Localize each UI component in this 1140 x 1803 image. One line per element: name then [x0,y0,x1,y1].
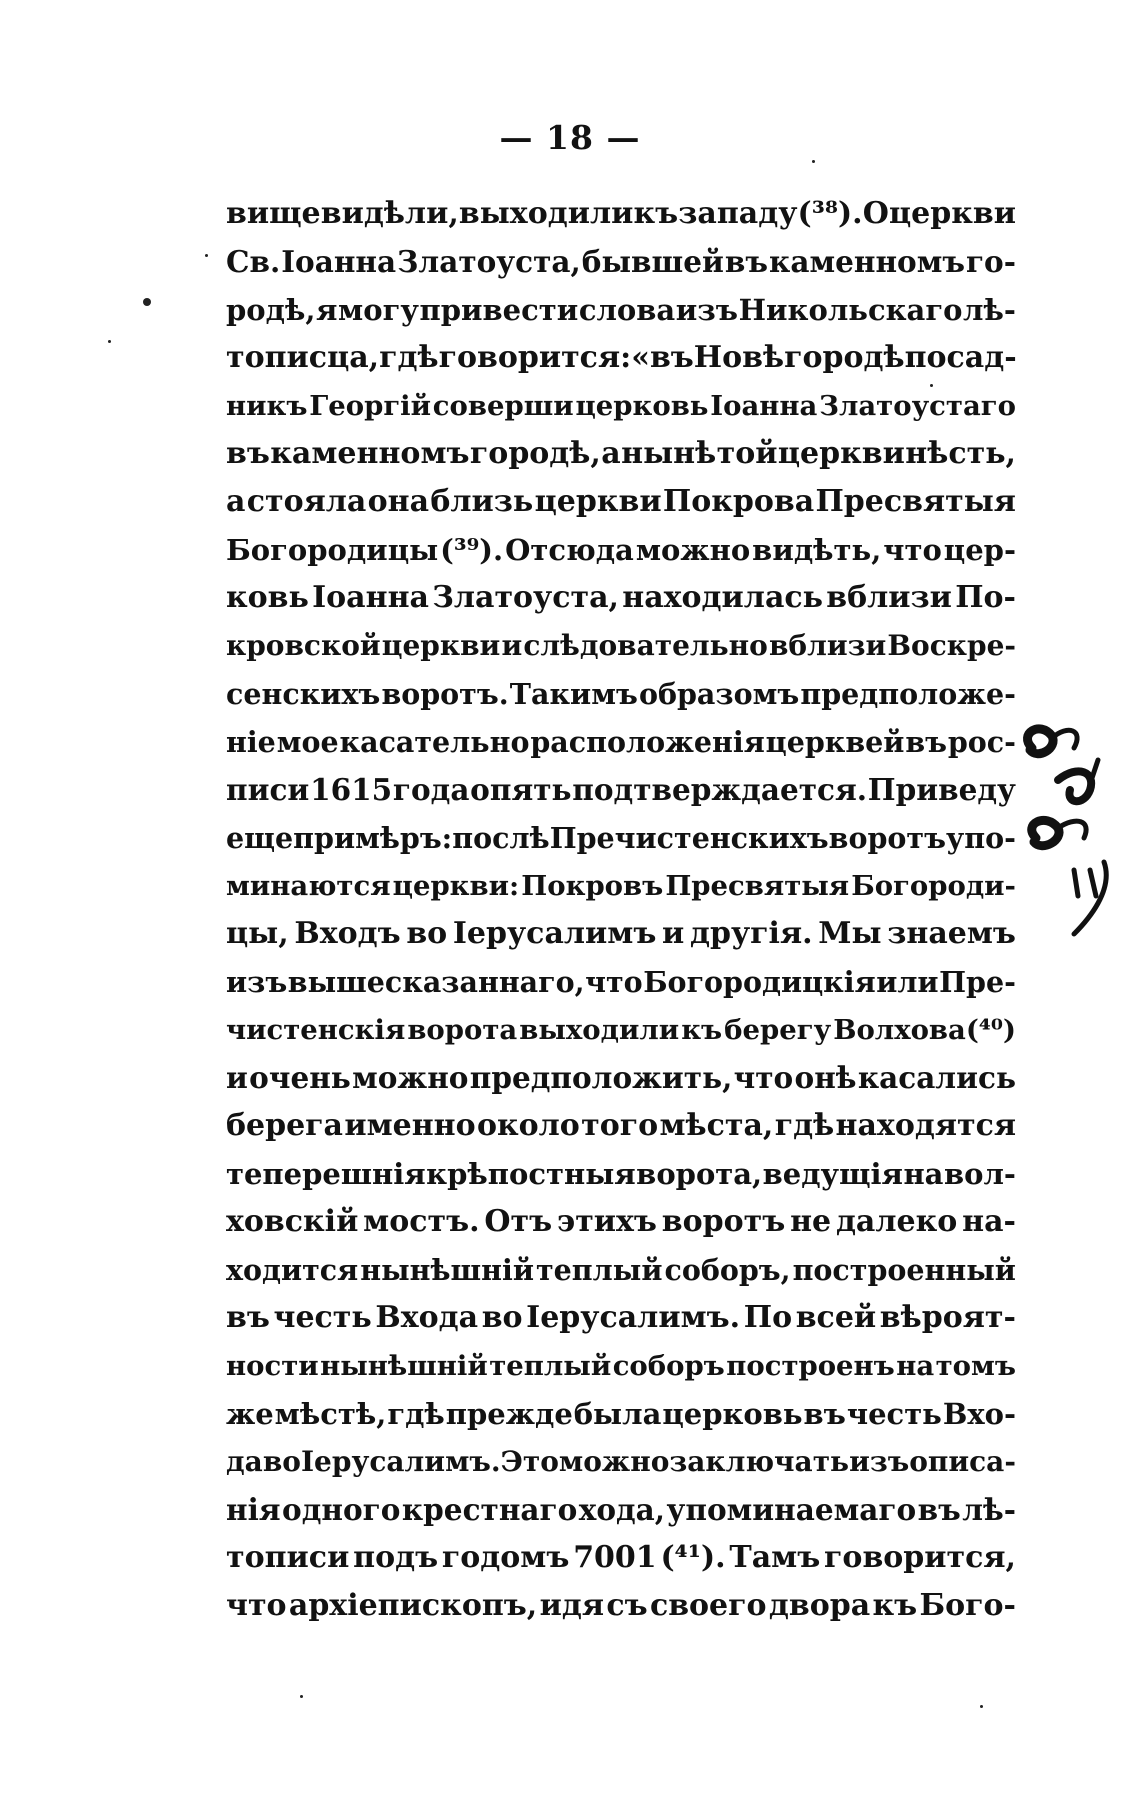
text-line: цы, Входъ во Іерусалимъ и другія. Мы знаемъ [226,916,1016,951]
text-line: Богородицы (³⁹). Отсюда можно видѣть, что цер- [226,533,1016,567]
ink-speck [205,254,208,257]
text-line: кровской церкви и слѣдовательно вблизи Воскре- [226,629,1016,662]
text-line: въ каменномъ городѣ, а нынѣ той церкви нѣсть, [226,436,1016,471]
text-line: ніе мое касательно расположенія церквей въ рос- [226,725,1016,759]
text-line: писи 1615 года опять подтверждается. Приведу [226,772,1016,807]
text-line: родѣ, я могу привести слова изъ Никольскаго лѣ- [226,293,1016,327]
text-line: ховскій мостъ. Отъ этихъ воротъ не далеко на- [226,1204,1016,1239]
ink-speck [300,1695,303,1698]
text-line: ковь Іоанна Златоуста, находилась вблизи По- [226,580,1016,615]
text-line: да во Іерусалимъ. Это можно заключать изъ описа- [226,1445,1016,1478]
text-line: минаются церкви: Покровъ Пресвятыя Богороди- [226,870,1016,902]
ink-speck [812,160,815,163]
text-line: ходится нынѣшній теплый соборъ, построенный [226,1253,1016,1287]
text-line: Св. Іоанна Златоуста, бывшей въ каменномъ го- [226,244,1016,279]
text-line: нія одного крестнаго хода, упоминаемаго въ лѣ- [226,1492,1016,1527]
text-line: а стояла она близь церкви Покрова Пресвятыя [226,484,1016,519]
text-line: тописи подъ годомъ 7001 (⁴¹). Тамъ говорится, [226,1540,1016,1575]
text-line: теперешнія крѣпостныя ворота, ведущія на вол- [226,1157,1016,1191]
ink-speck [143,298,151,306]
text-line: чистенскія ворота выходили къ берегу Волхова(⁴⁰) [226,1014,1016,1046]
text-line: тописца, гдѣ говорится: «въ Новѣгородѣ посад- [226,340,1017,375]
body-text [226,190,1016,1630]
ink-speck [980,1705,983,1708]
text-line: никъ Георгій соверши церковь Іоанна Златоустаго [226,390,1016,422]
text-line: изъ вышесказаннаго, что Богородицкія или Пре- [226,965,1016,999]
text-line: и очень можно предположить, что онѣ касались [226,1060,1016,1095]
text-line: еще примѣръ: послѣ Пречистенскихъ воротъ упо- [226,821,1016,855]
handwritten-margin-note [1018,720,1128,960]
text-line: вище видѣли, выходили къ западу (³⁸). О церкви [226,196,1016,231]
text-line: въ честь Входа во Іерусалимъ. По всей вѣроят- [226,1300,1016,1335]
text-line: что архіепископъ, идя съ своего двора къ Бого- [226,1588,1016,1623]
page-number: — 18 — [499,118,641,157]
text-line: же мѣстѣ, гдѣ прежде была церковь въ честь Вхо- [226,1397,1016,1431]
text-line: берега именно около того мѣста, гдѣ находятся [226,1108,1016,1143]
text-line: сенскихъ воротъ. Такимъ образомъ предположе- [226,677,1016,711]
text-line: ности нынѣшній теплый соборъ построенъ на томъ [226,1350,1016,1382]
ink-speck [930,384,933,387]
ink-speck [108,340,111,343]
